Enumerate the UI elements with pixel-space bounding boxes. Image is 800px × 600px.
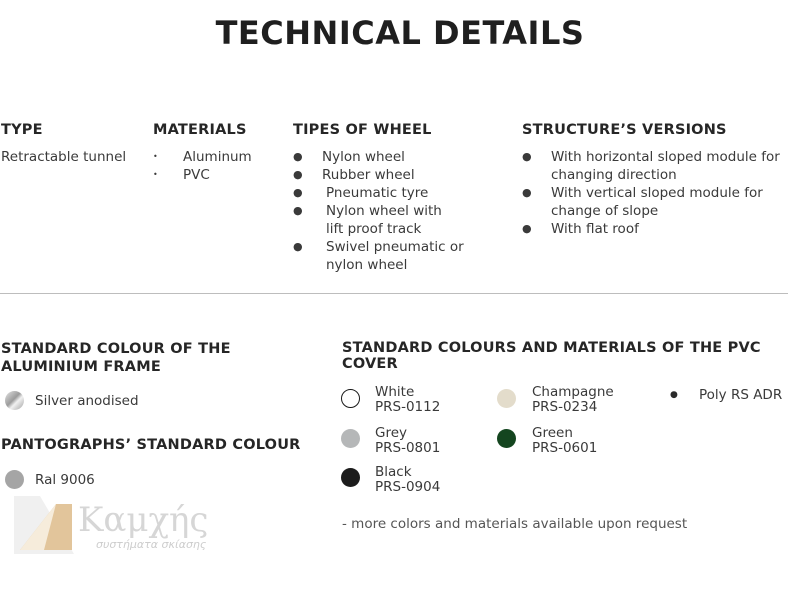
bullet-icon: ● — [670, 390, 678, 400]
section-divider — [0, 293, 788, 294]
list-item: ● With vertical sloped module for change of slope — [522, 185, 763, 219]
black-swatch — [341, 468, 360, 487]
pantograph-colour-heading: PANTOGRAPHS’ STANDARD COLOUR — [1, 437, 301, 453]
wheels-list — [293, 148, 503, 274]
swatch-label-black: Black PRS-0904 — [375, 464, 441, 495]
ral-9006-swatch — [5, 470, 24, 489]
list-item: ● Pneumatic tyre — [293, 185, 429, 201]
pvc-cover-heading: STANDARD COLOURS AND MATERIALS OF THE PVC COVER — [342, 340, 761, 372]
pantograph-colour-label: Ral 9006 — [35, 472, 95, 488]
structure-list — [522, 148, 792, 238]
list-item: ● With horizontal sloped module for changing direction — [522, 149, 780, 183]
logo-name: Καμχής — [78, 500, 209, 540]
champagne-swatch — [497, 389, 516, 408]
grey-swatch — [341, 429, 360, 448]
poly-rs-adr-item: Poly RS ADR — [699, 387, 783, 403]
list-item: ● Rubber wheel — [293, 167, 415, 183]
type-heading: TYPE — [1, 122, 43, 138]
page-title: TECHNICAL DETAILS — [215, 14, 585, 52]
list-item: • PVC — [153, 167, 210, 183]
type-value: Retractable tunnel — [1, 149, 127, 165]
list-item: ● Nylon wheel with lift proof track — [293, 203, 442, 237]
availability-note: - more colors and materials available upon request — [342, 516, 688, 532]
list-item: ● With flat roof — [522, 221, 639, 237]
structure-heading: STRUCTURE’S VERSIONS — [522, 122, 727, 138]
wheels-heading: TIPES OF WHEEL — [293, 122, 432, 138]
swatch-label-grey: Grey PRS-0801 — [375, 425, 441, 456]
silver-anodised-swatch — [5, 391, 24, 410]
company-logo — [14, 496, 234, 556]
frame-colour-heading: STANDARD COLOUR OF THE ALUMINIUM FRAME — [1, 341, 231, 375]
swatch-label-white: White PRS-0112 — [375, 384, 441, 415]
materials-heading: MATERIALS — [153, 122, 247, 138]
list-item: ● Swivel pneumatic or nylon wheel — [293, 239, 464, 273]
white-swatch — [341, 389, 360, 408]
green-swatch — [497, 429, 516, 448]
frame-colour-label: Silver anodised — [35, 393, 139, 409]
swatch-label-green: Green PRS-0601 — [532, 425, 598, 456]
logo-tagline: συστήματα σκίασης — [96, 538, 207, 551]
materials-list — [153, 148, 283, 184]
swatch-label-champagne: Champagne PRS-0234 — [532, 384, 614, 415]
list-item: • Aluminum — [153, 149, 252, 165]
logo-mark-icon — [14, 496, 74, 554]
list-item: ● Nylon wheel — [293, 149, 405, 165]
